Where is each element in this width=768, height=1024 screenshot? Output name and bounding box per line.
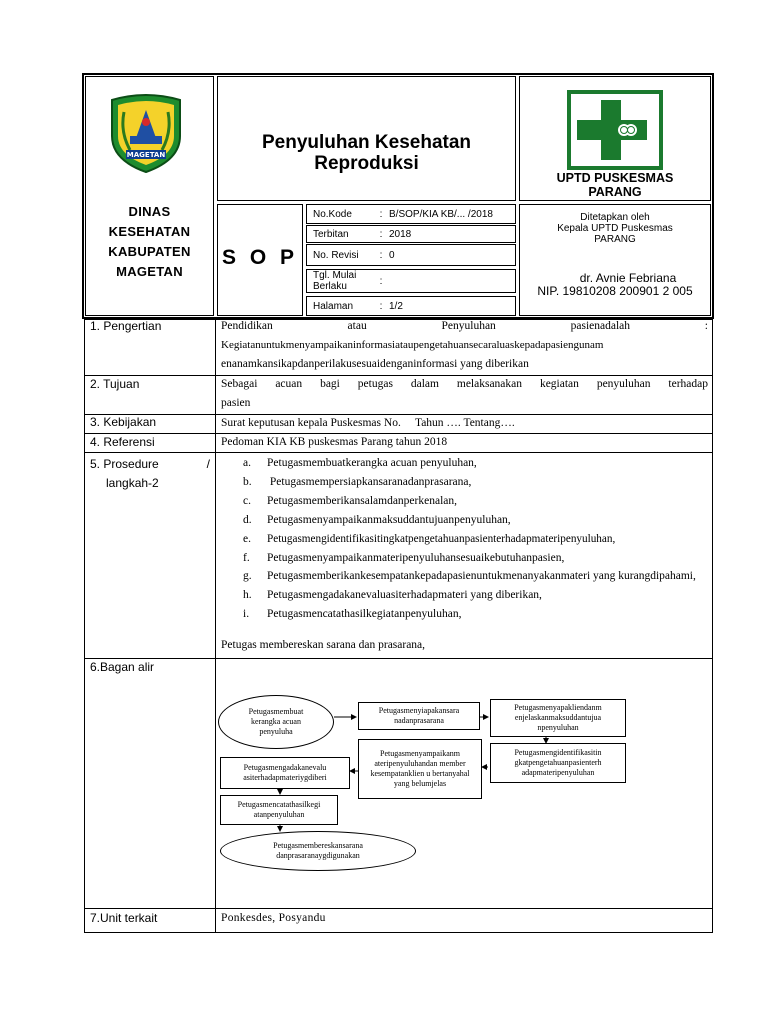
list-marker: h.: [243, 589, 252, 601]
list-item: [243, 513, 708, 527]
list-item: [243, 532, 708, 546]
title-line-2: Reproduksi: [314, 153, 419, 174]
org-line-1: UPTD PUSKESMAS: [556, 171, 674, 185]
list-text: Petugasmengidentifikasitingkatpengetahuanpasienterhadapmateripenyuluhan,: [267, 533, 616, 545]
approval-signatory: [520, 272, 710, 298]
prosedur-slash: /: [206, 457, 210, 471]
list-text: Petugasmemberikankesempatankepadapasienuntukmenanyakanmateri yang kurangdipahami,: [267, 570, 696, 582]
document-title: [218, 130, 515, 176]
list-marker: f.: [243, 552, 250, 564]
dept-line: DINAS: [128, 204, 171, 219]
flow-node-evaluasi: Petugasmengadakanevalu asiterhadapmateriygdiberi: [220, 757, 350, 789]
label-bagan-alir: 6.Bagan alir: [90, 660, 155, 674]
meta-row-tgl: [306, 269, 516, 293]
flowchart: [216, 659, 712, 907]
signatory-name: dr. Avnie Febriana: [579, 271, 677, 285]
list-marker: g.: [243, 570, 252, 582]
referensi-text: Pedoman KIA KB puskesmas Parang tahun 2018: [221, 436, 448, 448]
list-marker: a.: [243, 457, 251, 469]
magetan-logo: [104, 92, 188, 174]
word: Penyuluhan: [441, 320, 496, 332]
organization-name: [520, 170, 710, 200]
list-item: [243, 456, 708, 470]
pengertian-line-1: [221, 317, 708, 336]
list-text: Petugasmenyampaikanmaksuddantujuanpenyuluhan,: [267, 514, 511, 526]
meta-value: B/SOP/KIA KB/... /2018: [389, 208, 493, 220]
meta-row-kode: [306, 204, 516, 224]
row-divider: [84, 452, 713, 453]
list-item: [243, 551, 708, 565]
list-marker: b.: [243, 476, 252, 488]
meta-row-terbitan: [306, 225, 516, 243]
list-text: Petugasmencatathasilkegiatanpenyuluhan,: [267, 608, 462, 620]
department-name: [86, 202, 213, 282]
prosedur-label-line-2: langkah-2: [106, 476, 159, 490]
list-marker: d.: [243, 514, 252, 526]
approval-text: [520, 212, 710, 245]
meta-colon: :: [379, 275, 383, 287]
flow-node-catat-hasil: Petugasmencatathasilkegi atanpenyuluhan: [220, 795, 338, 825]
approval-line-3: PARANG: [594, 234, 636, 245]
meta-key: Halaman: [313, 300, 354, 312]
meta-colon: :: [379, 208, 383, 220]
flow-node-identifikasi: Petugasmengidentifikasitin gkatpengetahuanpasienterh adapmateripenyuluhan: [490, 743, 626, 783]
word: atau: [347, 320, 367, 332]
label-kebijakan: 3. Kebijakan: [90, 415, 157, 429]
org-line-2: PARANG: [588, 185, 642, 199]
list-text: Petugasmengadakanevaluasiterhadapmateri yang diberikan,: [267, 589, 542, 601]
pengertian-line-3: enanamkansikapdanperilakusesuaidenganinformasi yang diberikan: [221, 358, 529, 370]
unit-terkait-text: Ponkesdes, Posyandu: [221, 912, 326, 924]
approval-line-1: Ditetapkan oleh: [580, 212, 650, 223]
meta-colon: :: [379, 249, 383, 261]
meta-row-halaman: [306, 296, 516, 316]
meta-key: No.Kode: [313, 208, 352, 220]
flow-node-sapa-klien: Petugasmenyapakliendanm enjelaskanmaksuddantujua npenyuluhan: [490, 699, 626, 737]
list-text: Petugasmemberikansalamdanperkenalan,: [267, 495, 457, 507]
list-item: [243, 607, 708, 621]
puskesmas-logo: [567, 90, 663, 170]
list-item: [243, 570, 708, 583]
label-pengertian: 1. Pengertian: [90, 319, 162, 333]
logo-banner-text: MAGETAN: [126, 151, 166, 159]
list-item: [243, 494, 708, 508]
meta-value: 0: [389, 249, 395, 261]
list-text: Petugasmenyampaikanmateripenyuluhansesuaikebutuhanpasien,: [267, 552, 565, 564]
flow-node-sampaikan-materi: Petugasmenyampaikanm ateripenyuluhandan member kesempatanklien u bertanyahal yang belumjelas: [358, 739, 482, 799]
word: Pendidikan: [221, 320, 273, 332]
list-item: [243, 588, 708, 602]
meta-value: 2018: [389, 228, 412, 240]
flow-node-siapkan-sarana: Petugasmenyiapakansara nadanprasarana: [358, 702, 480, 730]
flow-node-start: Petugasmembuat kerangka acuan penyuluha: [218, 695, 334, 749]
list-text: Petugasmembuatkerangka acuan penyuluhan,: [267, 457, 477, 469]
prosedur-label-line-1: [90, 455, 210, 474]
title-line-1: Penyuluhan Kesehatan: [261, 132, 472, 153]
word: pasienadalah: [570, 320, 630, 332]
label-tujuan: 2. Tujuan: [90, 377, 140, 391]
signatory-nip: NIP. 19810208 200901 2 005: [537, 284, 693, 298]
flow-node-end: Petugasmembereskansarana danprasaranaygdigunakan: [220, 831, 416, 871]
meta-key: No. Revisi: [313, 249, 359, 261]
meta-colon: :: [379, 300, 383, 312]
word: :: [704, 320, 708, 332]
list-marker: c.: [243, 495, 251, 507]
prosedur-closing: Petugas membereskan sarana dan prasarana,: [221, 639, 426, 651]
meta-key: Terbitan: [313, 228, 349, 240]
dept-line: KABUPATEN: [108, 244, 191, 259]
label-referensi: 4. Referensi: [90, 435, 155, 449]
meta-key: Tgl. Mulai Berlaku: [313, 270, 357, 292]
pengertian-text: [221, 317, 708, 374]
list-marker: e.: [243, 533, 251, 545]
list-text: Petugasmempersiapkansaranadanprasarana,: [267, 476, 472, 488]
list-item: [243, 475, 708, 489]
meta-row-revisi: [306, 244, 516, 266]
dept-line: KESEHATAN: [108, 224, 191, 239]
kebijakan-text: Surat keputusan kepala Puskesmas No. Tahun …. Tentang….: [221, 417, 515, 429]
meta-value: 1/2: [389, 300, 403, 312]
dept-line: MAGETAN: [116, 264, 183, 279]
pengertian-line-2: Kegiatanuntukmenyampaikaninformasiataupengetahuansecaraluaskepadapasiengunam: [221, 339, 604, 351]
tujuan-line-2: pasien: [221, 397, 251, 409]
tujuan-text: [221, 375, 708, 413]
sop-label: S O P: [221, 246, 299, 269]
label-prosedur: [90, 455, 210, 493]
approval-line-2: Kepala UPTD Puskesmas: [557, 223, 673, 234]
prosedur-label: 5. Prosedure: [90, 457, 159, 471]
prosedur-steps: [243, 456, 708, 626]
list-marker: i.: [243, 608, 250, 620]
label-unit-terkait: 7.Unit terkait: [90, 911, 158, 925]
tujuan-line-1: Sebagai acuan bagi petugas dalam melaksanakan kegiatan penyuluhan terhadap: [221, 378, 708, 390]
meta-colon: :: [379, 228, 383, 240]
